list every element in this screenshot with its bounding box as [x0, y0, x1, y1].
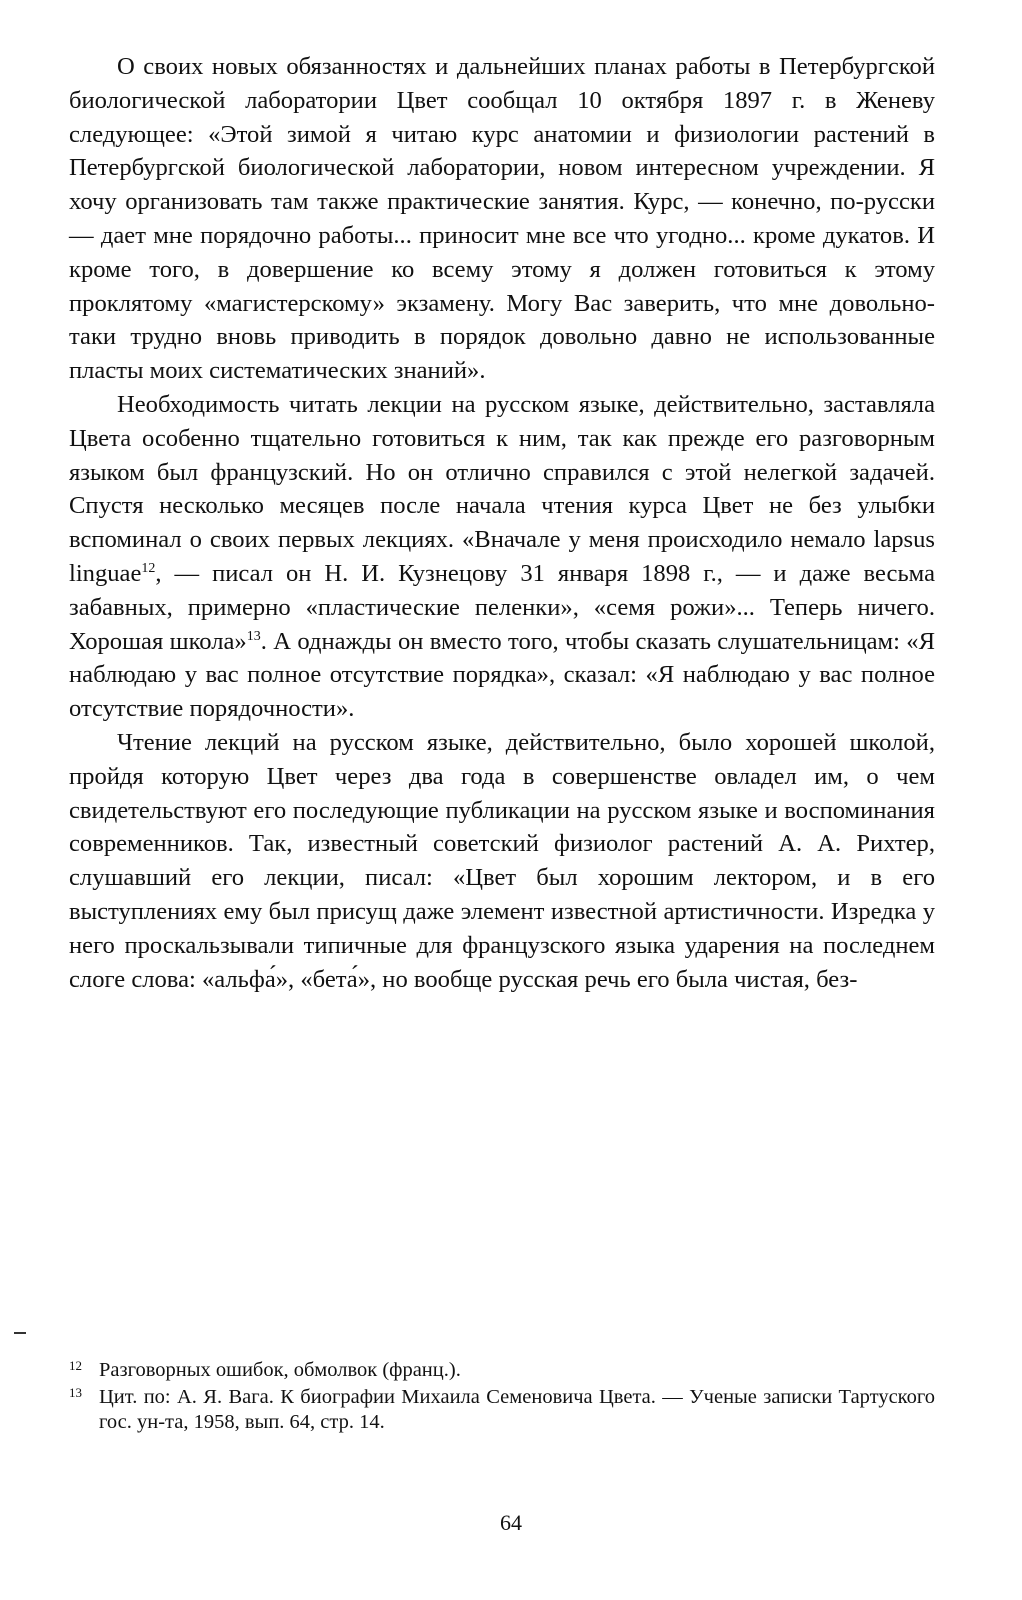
paragraph-3: Чтение лекций на русском языке, действительно, было хорошей школой, пройдя которую Цвет через два года в совершенстве овладел им, о чем свидетельствуют его последующие публикации на русском языке и воспоминания современников. Так, известный советский физиолог растений А. А. Рихтер, слушавший его лекции, писал: «Цвет был хорошим лектором, и в его выступлениях ему был присущ даже элемент известной артистичности. Изредка у него проскальзывали типичные для французского языка ударения на последнем слоге слова: «альфа́», «бета́», но вообще русская речь его была чистая, без-: [69, 728, 935, 993]
footnote-ref-13[interactable]: 13: [246, 628, 261, 644]
paragraph-2-part-c: . А однажды он вместо того, чтобы сказать слушательницам: «Я наблюдаю у вас полное отсутствие порядка», сказал: «Я наблюдаю у вас полное отсутствие порядочности».: [69, 627, 935, 723]
main-text: [69, 50, 935, 996]
footnotes: [69, 1358, 935, 1437]
footnote-number: 13: [69, 1384, 82, 1400]
paragraph-2-part-b: , — писал он Н. И. Кузнецову 31 января 1898 г., — и даже весьма забавных, примерно «пластические пеленки», «семя рожи»... Теперь ничего. Хорошая школа»: [69, 559, 935, 655]
footnote-13: [69, 1385, 935, 1436]
margin-mark: [14, 1332, 26, 1334]
footnote-text: Цит. по: А. Я. Вага. К биографии Михаила Семеновича Цвета. — Ученые записки Тартуского гос. ун-та, 1958, вып. 64, стр. 14.: [99, 1385, 935, 1433]
footnote-ref-12[interactable]: 12: [141, 560, 156, 576]
footnote-12: [69, 1358, 935, 1384]
paragraph-1: О своих новых обязанностях и дальнейших планах работы в Петербургской биологической лаборатории Цвет сообщал 10 октября 1897 г. в Женеву следующее: «Этой зимой я читаю курс анатомии и физиологии растений в Петербургской биологической лаборатории, новом интересном учреждении. Я хочу организовать там также практические занятия. Курс, — конечно, по-русски — дает мне порядочно работы... приносит мне все что угодно... кроме дукатов. И кроме того, в довершение ко всему этому я должен готовиться к этому проклятому «магистерскому» экзамену. Могу Вас заверить, что мне довольно-таки трудно вновь приводить в порядок довольно давно не использованные пласты моих систематических знаний».: [69, 53, 935, 385]
paragraph-2-part-a: Необходимость читать лекции на русском языке, действительно, заставляла Цвета особенно тщательно готовиться к ним, так как прежде его разговорным языком был французский. Но он отлично справился с этой нелегкой задачей. Спустя несколько месяцев после начала чтения курса Цвет не без улыбки вспоминал о своих первых лекциях. «Вначале у меня происходило немало lapsus linguae: [69, 390, 935, 587]
paragraph-2: [69, 388, 935, 726]
footnote-number: 12: [69, 1358, 82, 1373]
page-number: 64: [500, 1510, 522, 1535]
footnote-text: Разговорных ошибок, обмолвок (франц.).: [99, 1359, 461, 1381]
